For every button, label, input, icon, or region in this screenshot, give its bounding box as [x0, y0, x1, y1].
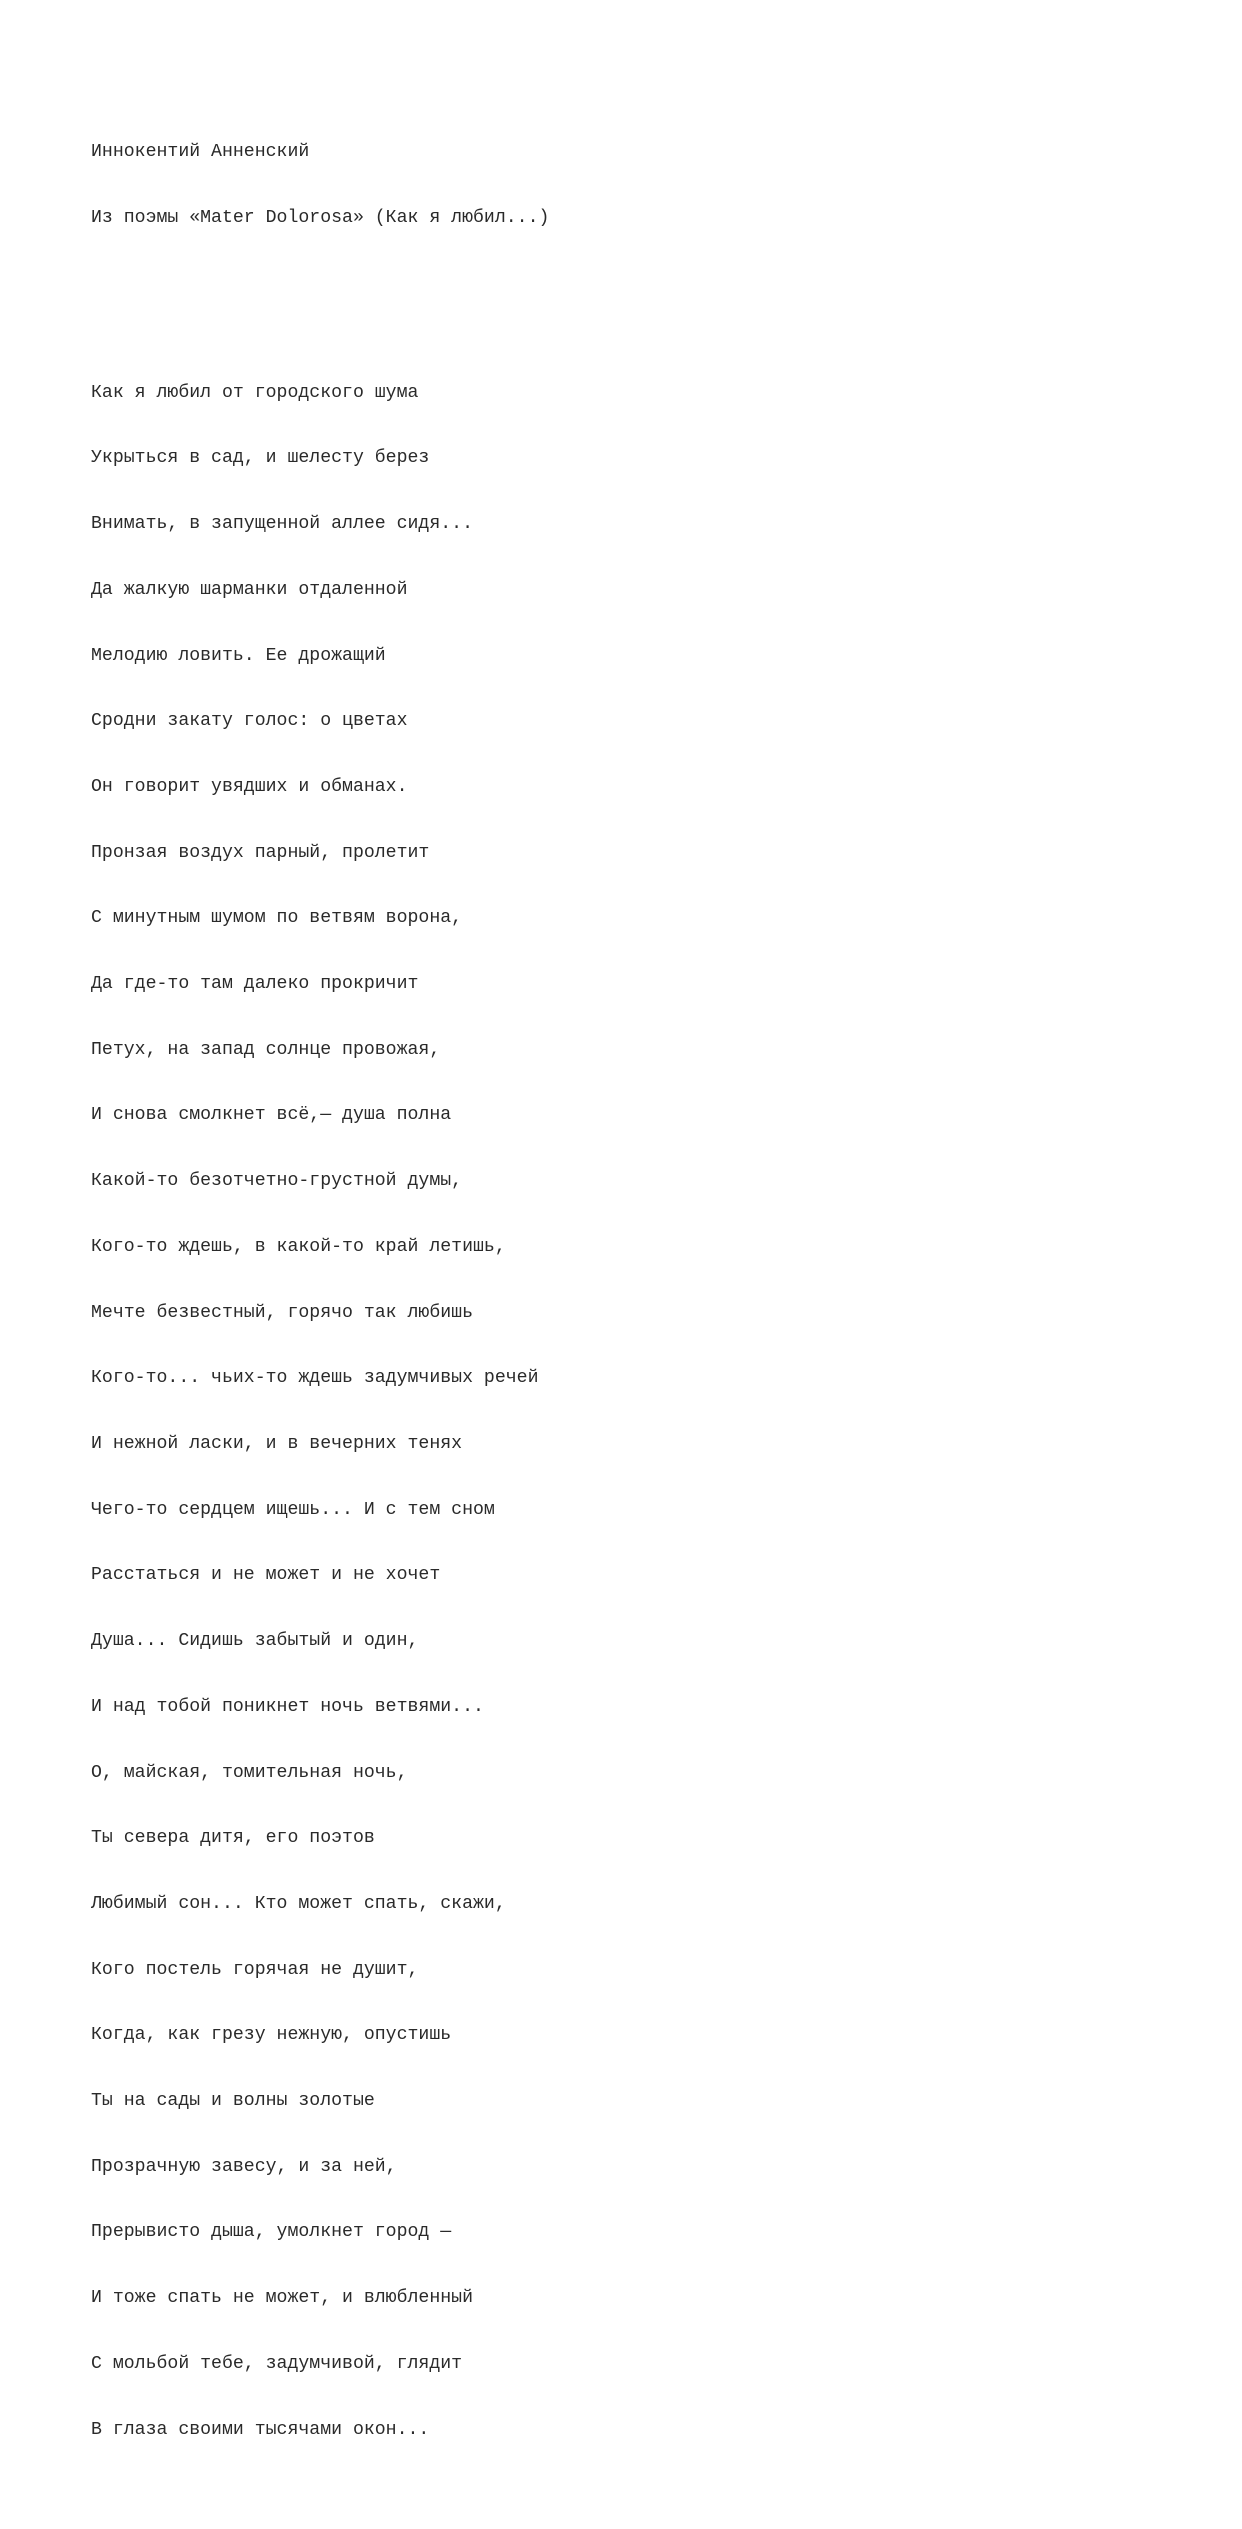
blank-line — [91, 273, 549, 295]
poem-line: И снова смолкнет всё,— душа полна — [91, 1105, 452, 1126]
poem-text-block — [91, 98, 549, 2529]
poem-line: Когда, как грезу нежную, опустишь — [91, 2025, 452, 2046]
poem-line: Ты севера дитя, его поэтов — [91, 1828, 375, 1849]
poem-line: Пронзая воздух парный, пролетит — [91, 842, 430, 863]
poem-line: С мольбой тебе, задумчивой, глядит — [91, 2353, 463, 2374]
author-name: Иннокентий Анненский — [91, 141, 310, 162]
poem-line: Петух, на запад солнце провожая, — [91, 1039, 441, 1060]
poem-line: Да жалкую шарманки отдаленной — [91, 579, 408, 600]
poem-line: Внимать, в запущенной аллее сидя... — [91, 514, 473, 535]
poem-line: Прозрачную завесу, и за ней, — [91, 2156, 397, 2177]
poem-line: Ты на сады и волны золотые — [91, 2091, 375, 2112]
poem-line: Как я любил от городского шума — [91, 382, 419, 403]
poem-line: Кого-то ждешь, в какой-то край летишь, — [91, 1236, 506, 1257]
poem-line: Расстаться и не может и не хочет — [91, 1565, 441, 1586]
poem-line: В глаза своими тысячами окон... — [91, 2419, 430, 2440]
poem-line: Прерывисто дыша, умолкнет город — — [91, 2222, 452, 2243]
poem-line: О, майская, томительная ночь, — [91, 1762, 408, 1783]
poem-line: И нежной ласки, и в вечерних тенях — [91, 1433, 463, 1454]
poem-line: Кого постель горячая не душит, — [91, 1959, 419, 1980]
poem-line: Мелодию ловить. Ее дрожащий — [91, 645, 386, 666]
poem-line: Какой-то безотчетно-грустной думы, — [91, 1171, 463, 1192]
poem-line: Укрыться в сад, и шелесту берез — [91, 448, 430, 469]
poem-line: Любимый сон... Кто может спать, скажи, — [91, 1893, 506, 1914]
poem-line: Чего-то сердцем ищешь... И с тем сном — [91, 1499, 495, 1520]
poem-line: Он говорит увядших и обманах. — [91, 776, 408, 797]
poem-line: Мечте безвестный, горячо так любишь — [91, 1302, 473, 1323]
poem-line: Кого-то... чьих-то ждешь задумчивых речей — [91, 1368, 539, 1389]
poem-title: Из поэмы «Mater Dolorosa» (Как я любил...) — [91, 207, 550, 228]
poem-line: Сродни закату голос: о цветах — [91, 711, 408, 732]
poem-line: С минутным шумом по ветвям ворона, — [91, 908, 463, 929]
poem-line: И тоже спать не может, и влюбленный — [91, 2288, 473, 2309]
poem-line: Душа... Сидишь забытый и один, — [91, 1631, 419, 1652]
poem-line: И над тобой поникнет ночь ветвями... — [91, 1696, 484, 1717]
poem-line: Да где-то там далеко прокричит — [91, 974, 419, 995]
poem-body — [91, 339, 549, 2485]
